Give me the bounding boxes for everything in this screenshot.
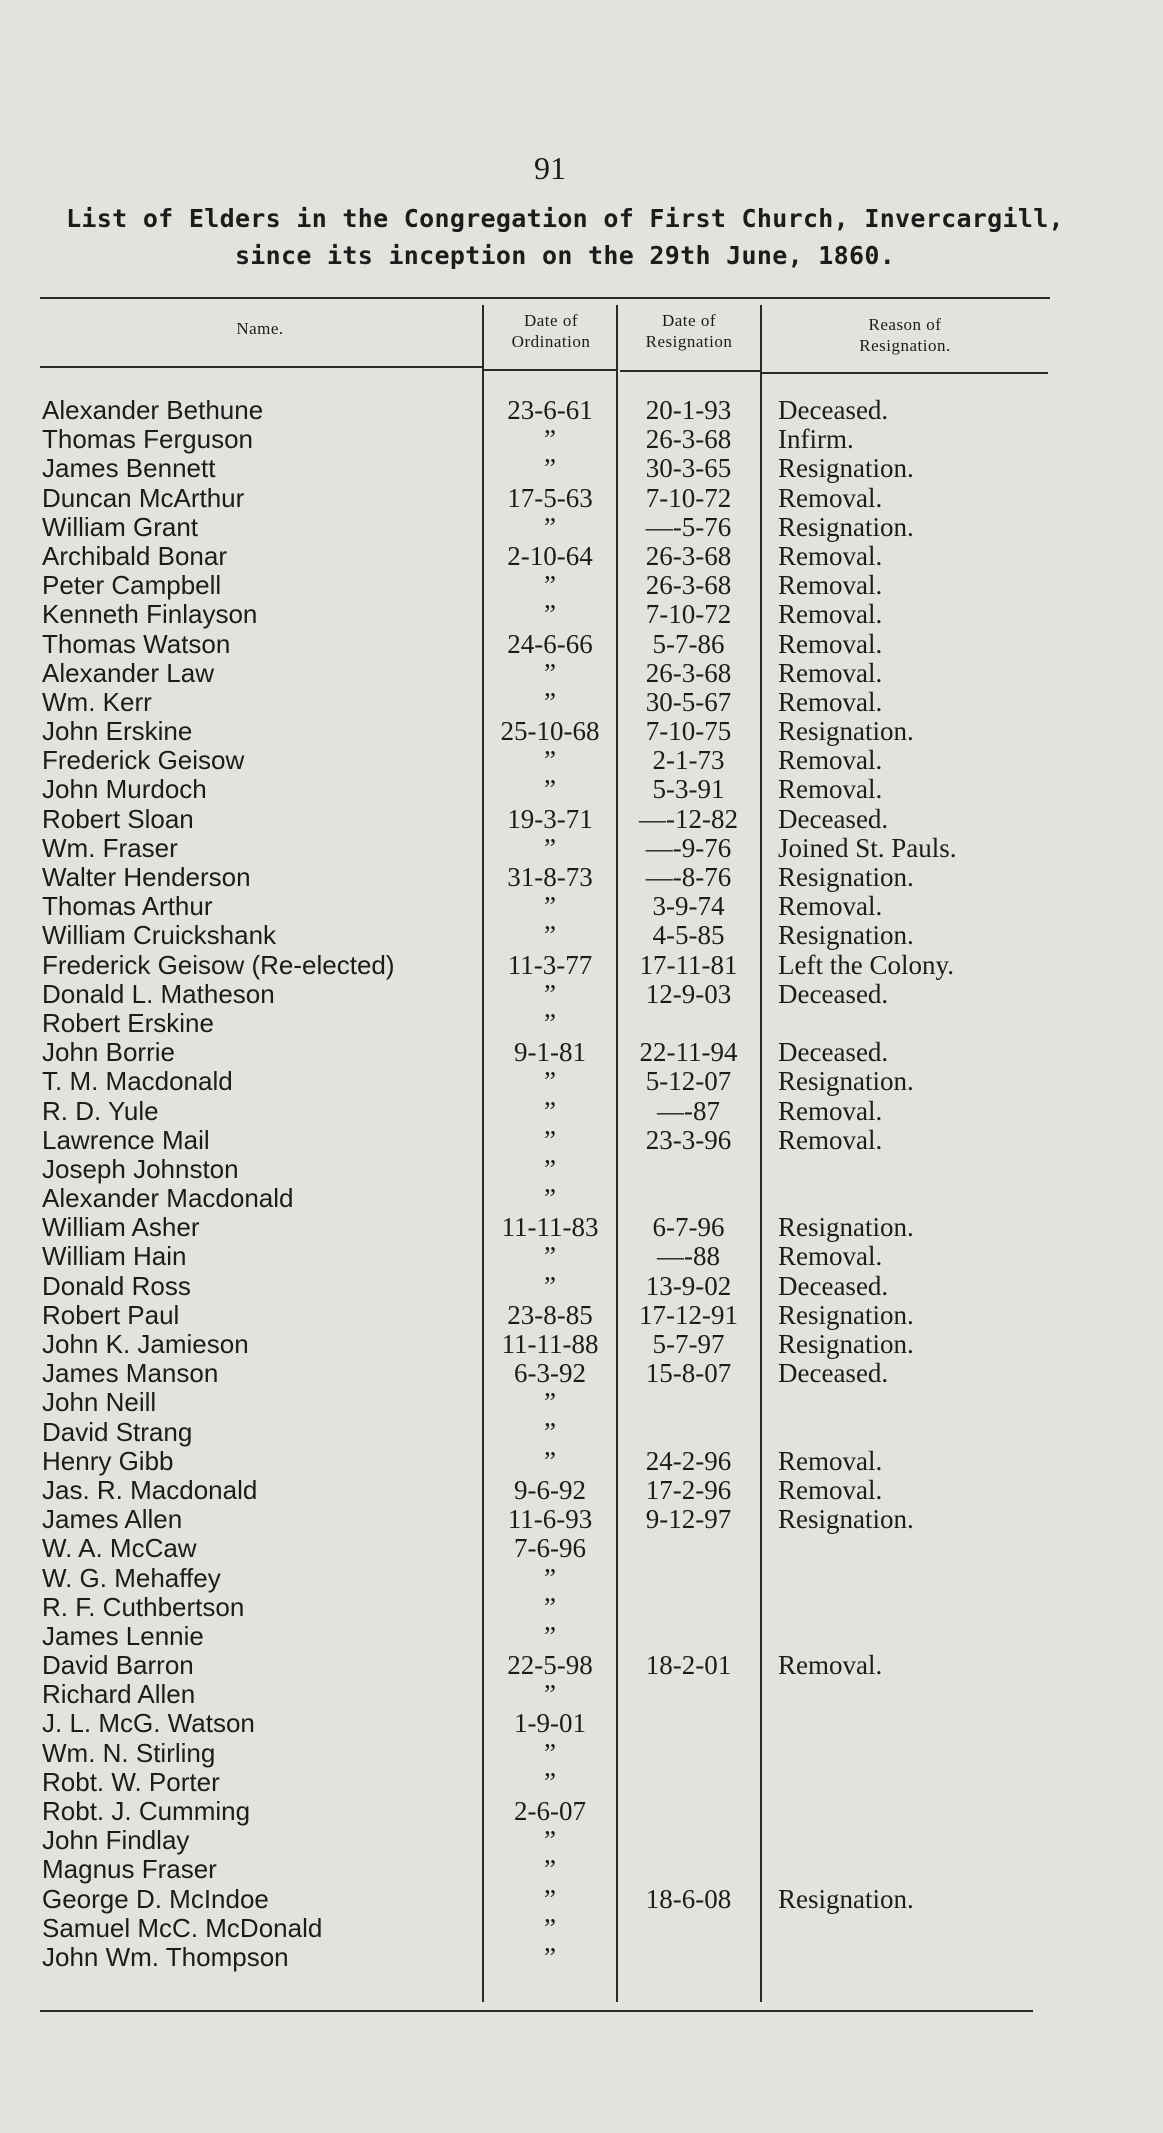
header-ordination-line-2: Ordination <box>511 332 591 351</box>
table-bottom-rule <box>40 2010 1033 2012</box>
elder-name: Robert Paul <box>42 1299 180 1330</box>
table-row <box>0 746 1163 775</box>
elder-name: William Grant <box>42 511 199 542</box>
elder-name: Donald L. Matheson <box>42 978 275 1009</box>
table-row <box>0 1476 1163 1505</box>
title-line-1: List of Elders in the Congregation of First Church, Invercargill, <box>66 204 1064 233</box>
resignation-reason: Removal. <box>778 657 883 688</box>
table-row <box>0 805 1163 834</box>
resignation-reason: Removal. <box>778 745 883 776</box>
table-row <box>0 1242 1163 1271</box>
elder-name: George D. McIndoe <box>42 1883 269 1914</box>
elder-name: Lawrence Mail <box>42 1124 210 1155</box>
elder-name: Magnus Fraser <box>42 1854 217 1885</box>
resignation-date: 17-11-81 <box>639 949 738 980</box>
resignation-date: 30-3-65 <box>645 453 732 484</box>
table-row <box>0 1534 1163 1563</box>
resignation-reason: Infirm. <box>778 424 854 455</box>
table-row <box>0 630 1163 659</box>
resignation-reason: Resignation. <box>778 1066 914 1097</box>
elder-name: David Barron <box>42 1650 194 1681</box>
resignation-date: 7-10-72 <box>645 599 732 630</box>
elder-name: James Bennett <box>42 453 216 484</box>
elder-name: R. D. Yule <box>42 1095 159 1126</box>
ordination-date: 9-1-81 <box>514 1037 586 1068</box>
resignation-date: 26-3-68 <box>645 657 732 688</box>
elder-name: Walter Henderson <box>42 862 251 892</box>
elder-name: John Findlay <box>42 1825 190 1856</box>
elder-name: Kenneth Finlayson <box>42 599 258 630</box>
header-reason-line-2: Resignation. <box>859 336 951 355</box>
ordination-date: ” <box>544 1007 556 1038</box>
table-row <box>0 1418 1163 1447</box>
table-row <box>0 1914 1163 1943</box>
elder-name: Henry Gibb <box>42 1445 174 1476</box>
resignation-reason: Resignation. <box>778 1212 914 1243</box>
ordination-date: 7-6-96 <box>514 1533 586 1564</box>
elder-name: Wm. Fraser <box>42 832 178 863</box>
ordination-date: ” <box>544 1620 556 1651</box>
ordination-date: ” <box>544 1095 556 1126</box>
table-top-rule <box>40 297 1050 299</box>
resignation-date: —-8-76 <box>645 862 732 892</box>
table-row <box>0 1301 1163 1330</box>
ordination-date: ” <box>544 1883 556 1914</box>
table-row <box>0 1593 1163 1622</box>
ordination-date: ” <box>544 978 556 1009</box>
table-row <box>0 1622 1163 1651</box>
table-row <box>0 1651 1163 1680</box>
elder-name: Donald Ross <box>42 1270 191 1301</box>
table-row <box>0 1797 1163 1826</box>
elder-name: Frederick Geisow <box>42 745 245 776</box>
elder-name: Wm. N. Stirling <box>42 1737 216 1768</box>
resignation-date: 7-10-72 <box>645 482 732 513</box>
resignation-date: 13-9-02 <box>645 1270 732 1301</box>
resignation-date: 26-3-68 <box>645 424 732 455</box>
resignation-date: 3-9-74 <box>652 891 725 922</box>
table-row <box>0 1359 1163 1388</box>
table-row <box>0 1388 1163 1417</box>
resignation-reason: Resignation. <box>778 716 914 747</box>
resignation-reason: Deceased. <box>778 978 889 1009</box>
ordination-date: ” <box>544 1766 556 1797</box>
elder-name: John Borrie <box>42 1037 175 1068</box>
elder-name: Robert Sloan <box>42 803 194 834</box>
resignation-reason: Removal. <box>778 686 883 717</box>
ordination-date: ” <box>544 1591 556 1622</box>
resignation-reason: Resignation. <box>778 1504 914 1535</box>
table-row <box>0 1564 1163 1593</box>
table-row <box>0 688 1163 717</box>
resignation-date: —-87 <box>657 1095 720 1126</box>
page-number: 91 <box>534 150 566 186</box>
elder-name: Thomas Arthur <box>42 891 213 922</box>
ordination-date: 9-6-92 <box>514 1474 586 1505</box>
resignation-date: 9-12-97 <box>645 1504 732 1535</box>
header-name-label: Name. <box>236 319 284 338</box>
elder-name: Archibald Bonar <box>42 540 227 571</box>
ordination-date: ” <box>544 891 556 922</box>
resignation-reason: Deceased. <box>778 1358 889 1389</box>
ordination-date: 24-6-66 <box>507 628 593 659</box>
ordination-date: ” <box>544 1445 556 1476</box>
ordination-date: 31-8-73 <box>507 862 593 892</box>
resignation-reason: Deceased. <box>778 395 889 425</box>
elder-name: Joseph Johnston <box>42 1153 239 1184</box>
ordination-date: 11-11-83 <box>501 1212 599 1243</box>
table-row <box>0 1709 1163 1738</box>
elder-name: Robt. J. Cumming <box>42 1796 251 1826</box>
ordination-date: 25-10-68 <box>500 716 600 747</box>
table-row <box>0 1943 1163 1972</box>
resignation-reason: Removal. <box>778 1445 883 1476</box>
resignation-date: 18-6-08 <box>645 1883 732 1914</box>
elders-table-body <box>0 396 1163 1972</box>
elder-name: James Lennie <box>42 1620 204 1651</box>
resignation-reason: Removal. <box>778 774 883 805</box>
table-row <box>0 1213 1163 1242</box>
ordination-date: ” <box>544 832 556 863</box>
resignation-date: —-5-76 <box>645 511 732 542</box>
elder-name: Robert Erskine <box>42 1007 214 1038</box>
resignation-date: 7-10-75 <box>645 716 732 747</box>
resignation-date: 26-3-68 <box>645 570 732 601</box>
resignation-reason: Removal. <box>778 1474 883 1505</box>
elder-name: John Neill <box>42 1387 157 1418</box>
resignation-header-rule <box>620 370 760 372</box>
resignation-reason: Removal. <box>778 1095 883 1126</box>
ordination-date: ” <box>544 1737 556 1768</box>
header-reason <box>762 314 1048 356</box>
title-line-2: since its inception on the 29th June, 1860. <box>234 241 896 270</box>
resignation-date: 5-3-91 <box>652 774 725 805</box>
elder-name: Thomas Ferguson <box>42 424 253 455</box>
ordination-header-rule <box>484 369 618 371</box>
resignation-date: 18-2-01 <box>645 1650 732 1681</box>
resignation-date: 23-3-96 <box>645 1124 732 1155</box>
table-row <box>0 542 1163 571</box>
ordination-date: 2-10-64 <box>507 540 593 571</box>
table-row <box>0 1009 1163 1038</box>
header-resignation-line-1: Date of <box>661 311 716 330</box>
elder-name: John Murdoch <box>42 774 207 805</box>
resignation-reason: Resignation. <box>778 862 914 892</box>
table-row <box>0 396 1163 425</box>
table-row <box>0 1505 1163 1534</box>
ordination-date: ” <box>544 424 556 455</box>
resignation-date: 17-12-91 <box>639 1299 738 1330</box>
table-row <box>0 717 1163 746</box>
ordination-date: ” <box>544 745 556 776</box>
table-row <box>0 892 1163 921</box>
ordination-date: ” <box>544 1562 556 1593</box>
resignation-reason: Resignation. <box>778 1299 914 1330</box>
elder-name: Robt. W. Porter <box>42 1766 220 1797</box>
elder-name: Samuel McC. McDonald <box>42 1912 323 1943</box>
name-header-rule <box>40 366 482 368</box>
resignation-date: 4-5-85 <box>652 920 725 951</box>
table-row <box>0 600 1163 629</box>
resignation-reason: Joined St. Pauls. <box>778 832 957 863</box>
elder-name: Wm. Kerr <box>42 686 152 717</box>
resignation-date: 6-7-96 <box>652 1212 725 1243</box>
table-row <box>0 1330 1163 1359</box>
elder-name: William Cruickshank <box>42 920 277 951</box>
resignation-reason: Removal. <box>778 570 883 601</box>
resignation-date: —-12-82 <box>639 803 738 834</box>
elder-name: John Wm. Thompson <box>42 1941 289 1972</box>
ordination-date: ” <box>544 1941 556 1972</box>
resignation-date: 5-12-07 <box>645 1066 732 1097</box>
ordination-date: ” <box>544 599 556 630</box>
elder-name: W. A. McCaw <box>42 1533 197 1564</box>
resignation-date: 12-9-03 <box>645 978 732 1009</box>
table-row <box>0 775 1163 804</box>
ordination-date: ” <box>544 511 556 542</box>
ordination-date: ” <box>544 1066 556 1097</box>
elder-name: Thomas Watson <box>42 628 231 659</box>
resignation-date: 2-1-73 <box>652 745 725 776</box>
table-row <box>0 1038 1163 1067</box>
ordination-date: 19-3-71 <box>507 803 593 834</box>
ordination-date: 6-3-92 <box>514 1358 586 1389</box>
resignation-reason: Removal. <box>778 1650 883 1681</box>
ordination-date: ” <box>544 1183 556 1214</box>
ordination-date: 11-3-77 <box>507 949 593 980</box>
elder-name: James Manson <box>42 1358 219 1389</box>
ordination-date: 11-11-88 <box>501 1329 599 1359</box>
table-row <box>0 1067 1163 1096</box>
resignation-reason: Resignation. <box>778 1883 914 1914</box>
elder-name: W. G. Mehaffey <box>42 1562 221 1593</box>
header-resignation-line-2: Resignation <box>645 332 733 351</box>
resignation-reason: Removal. <box>778 599 883 630</box>
ordination-date: 17-5-63 <box>507 482 593 513</box>
ordination-date: 23-6-61 <box>507 395 593 425</box>
header-ordination-line-1: Date of <box>523 311 578 330</box>
resignation-date: —-88 <box>657 1241 720 1272</box>
resignation-reason: Removal. <box>778 628 883 659</box>
table-row <box>0 1680 1163 1709</box>
elder-name: R. F. Cuthbertson <box>42 1591 245 1622</box>
header-reason-line-1: Reason of <box>868 315 942 334</box>
elder-name: Alexander Law <box>42 657 214 688</box>
table-row <box>0 1826 1163 1855</box>
elder-name: Alexander Macdonald <box>42 1183 294 1214</box>
resignation-date: —-9-76 <box>645 832 732 863</box>
elder-name: David Strang <box>42 1416 193 1447</box>
elder-name: Jas. R. Macdonald <box>42 1474 258 1505</box>
resignation-reason: Resignation. <box>778 1329 914 1359</box>
resignation-date: 5-7-97 <box>652 1329 725 1359</box>
ordination-date: ” <box>544 1679 556 1710</box>
resignation-date: 22-11-94 <box>639 1037 738 1068</box>
ordination-date: ” <box>544 1416 556 1447</box>
elder-name: William Hain <box>42 1241 187 1272</box>
table-row <box>0 513 1163 542</box>
table-row <box>0 1855 1163 1884</box>
ordination-date: 11-6-93 <box>507 1504 593 1535</box>
ordination-date: ” <box>544 1124 556 1155</box>
table-row <box>0 1126 1163 1155</box>
elder-name: Richard Allen <box>42 1679 196 1710</box>
resignation-date: 5-7-86 <box>652 628 725 659</box>
ordination-date: ” <box>544 453 556 484</box>
ordination-date: ” <box>544 686 556 717</box>
table-row <box>0 951 1163 980</box>
table-row <box>0 834 1163 863</box>
ordination-date: 2-6-07 <box>514 1796 586 1826</box>
elder-name: James Allen <box>42 1504 183 1535</box>
elder-name: T. M. Macdonald <box>42 1066 233 1097</box>
table-row <box>0 863 1163 892</box>
elder-name: John Erskine <box>42 716 193 747</box>
elder-name: John K. Jamieson <box>42 1329 249 1359</box>
resignation-date: 20-1-93 <box>645 395 732 425</box>
ordination-date: 1-9-01 <box>514 1708 586 1739</box>
header-name <box>40 318 480 339</box>
header-ordination <box>484 310 618 352</box>
table-row <box>0 921 1163 950</box>
resignation-reason: Resignation. <box>778 453 914 484</box>
resignation-date: 24-2-96 <box>645 1445 732 1476</box>
table-row <box>0 1155 1163 1184</box>
resignation-reason: Removal. <box>778 891 883 922</box>
ordination-date: ” <box>544 920 556 951</box>
table-row <box>0 425 1163 454</box>
page-title <box>30 200 1100 274</box>
ordination-date: ” <box>544 657 556 688</box>
resignation-reason: Deceased. <box>778 803 889 834</box>
table-row <box>0 1739 1163 1768</box>
resignation-reason: Deceased. <box>778 1270 889 1301</box>
resignation-reason: Resignation. <box>778 511 914 542</box>
resignation-reason: Removal. <box>778 1241 883 1272</box>
resignation-date: 15-8-07 <box>645 1358 732 1389</box>
resignation-date: 26-3-68 <box>645 540 732 571</box>
ordination-date: ” <box>544 570 556 601</box>
ordination-date: ” <box>544 1854 556 1885</box>
ordination-date: 22-5-98 <box>507 1650 593 1681</box>
table-row <box>0 980 1163 1009</box>
header-resignation <box>618 310 760 352</box>
resignation-reason: Removal. <box>778 540 883 571</box>
table-row <box>0 1768 1163 1797</box>
table-row <box>0 454 1163 483</box>
table-row <box>0 1272 1163 1301</box>
ordination-date: ” <box>544 1270 556 1301</box>
ordination-date: ” <box>544 1912 556 1943</box>
table-row <box>0 659 1163 688</box>
elder-name: William Asher <box>42 1212 200 1243</box>
table-row <box>0 1097 1163 1126</box>
elder-name: Frederick Geisow (Re-elected) <box>42 949 395 980</box>
ordination-date: ” <box>544 1153 556 1184</box>
resignation-reason: Removal. <box>778 482 883 513</box>
ordination-date: ” <box>544 1825 556 1856</box>
table-row <box>0 1885 1163 1914</box>
elder-name: Duncan McArthur <box>42 482 245 513</box>
table-row <box>0 484 1163 513</box>
ordination-date: ” <box>544 1241 556 1272</box>
resignation-date: 17-2-96 <box>645 1474 732 1505</box>
reason-header-rule <box>762 372 1048 374</box>
table-row <box>0 1184 1163 1213</box>
ordination-date: ” <box>544 1387 556 1418</box>
elder-name: Alexander Bethune <box>42 395 264 425</box>
resignation-reason: Removal. <box>778 1124 883 1155</box>
resignation-reason: Resignation. <box>778 920 914 951</box>
resignation-reason: Deceased. <box>778 1037 889 1068</box>
resignation-date: 30-5-67 <box>645 686 732 717</box>
elder-name: Peter Campbell <box>42 570 222 601</box>
table-row <box>0 571 1163 600</box>
table-row <box>0 1447 1163 1476</box>
ordination-date: ” <box>544 774 556 805</box>
ordination-date: 23-8-85 <box>507 1299 593 1330</box>
elder-name: J. L. McG. Watson <box>42 1708 255 1739</box>
resignation-reason: Left the Colony. <box>778 949 954 980</box>
